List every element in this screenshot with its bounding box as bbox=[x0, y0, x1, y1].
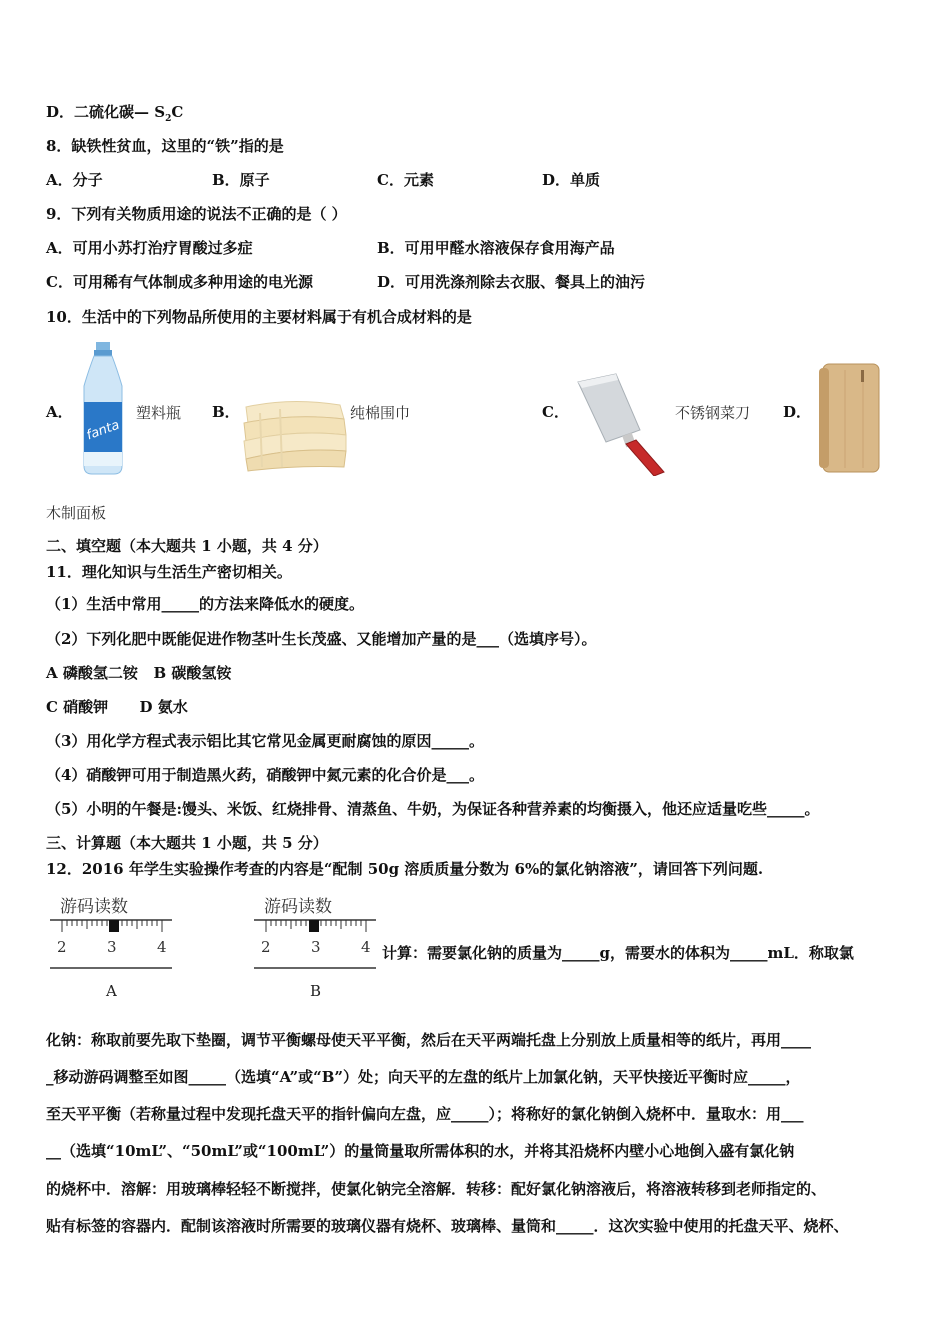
gauge-scale-b bbox=[250, 916, 380, 976]
gauge-label-a: A bbox=[106, 982, 117, 1000]
rider-gauge-a bbox=[46, 892, 186, 1002]
q12-line4: 至天平平衡（若称量过程中发现托盘天平的指针偏向左盘，应_____）；将称好的氯化钠倒入烧杯中．量取水：用___ bbox=[46, 1105, 804, 1123]
q11-options-ab: A 磷酸氢二铵 B 碳酸氢铵 bbox=[46, 664, 232, 682]
rider-marker-a bbox=[109, 920, 119, 932]
q12-line2: 化钠：称取前要先取下垫圈，调节平衡螺母使天平平衡，然后在天平两端托盘上分别放上质量相等的纸片，再用____ bbox=[46, 1031, 812, 1049]
svg-text:2: 2 bbox=[57, 938, 67, 956]
svg-text:3: 3 bbox=[107, 938, 117, 956]
q12-stem: 12．2016 年学生实验操作考查的内容是“配制 50g 溶质质量分数为 6%的氯化钠溶液”，请回答下列问题. bbox=[46, 860, 764, 878]
q8-option-a: A．分子 bbox=[46, 171, 103, 189]
plastic-bottle-image bbox=[76, 342, 130, 476]
q10-letter-c: C． bbox=[542, 403, 569, 421]
section3-heading: 三、计算题（本大题共 1 小题，共 5 分） bbox=[46, 834, 328, 852]
gauge-scale-a bbox=[46, 916, 176, 976]
cotton-scarf-image bbox=[240, 393, 348, 473]
q11-part1: （1）生活中常用_____的方法来降低水的硬度。 bbox=[46, 595, 364, 613]
q11-options-cd: C 硝酸钾 D 氨水 bbox=[46, 698, 188, 716]
wooden-board-image bbox=[815, 360, 885, 476]
q9-option-c: C．可用稀有气体制成多种用途的电光源 bbox=[46, 273, 313, 291]
gauge-title: 游码读数 bbox=[60, 897, 128, 917]
rider-gauge-b bbox=[250, 892, 390, 1002]
q12-line3: _移动游码调整至如图_____（选填“A”或“B”）处；向天平的左盘的纸片上加氯化钠，天平快接近平衡时应_____， bbox=[46, 1068, 801, 1086]
q11-part2: （2）下列化肥中既能促进作物茎叶生长茂盛、又能增加产量的是___（选填序号）。 bbox=[46, 630, 597, 648]
q10-caption-a: 塑料瓶 bbox=[136, 404, 182, 422]
q10-letter-b: B． bbox=[212, 403, 240, 421]
q9-option-a: A．可用小苏打治疗胃酸过多症 bbox=[46, 239, 253, 257]
q11-part4: （4）硝酸钾可用于制造黑火药，硝酸钾中氮元素的化合价是___。 bbox=[46, 766, 484, 784]
kitchen-knife-image bbox=[572, 372, 668, 476]
q12-line7: 贴有标签的容器内．配制该溶液时所需要的玻璃仪器有烧杯、玻璃棒、量筒和_____．这次实验中使用的托盘天平、烧杯、 bbox=[46, 1217, 849, 1235]
q10-letter-a: A． bbox=[46, 403, 73, 421]
svg-text:2: 2 bbox=[261, 938, 271, 956]
q8-option-c: C．元素 bbox=[377, 171, 434, 189]
q10-stem: 10．生活中的下列物品所使用的主要材料属于有机合成材料的是 bbox=[46, 308, 472, 326]
gauge-title: 游码读数 bbox=[264, 897, 332, 917]
q9-option-b: B．可用甲醛水溶液保存食用海产品 bbox=[377, 239, 615, 257]
bottle-brand-label: fanta bbox=[84, 417, 122, 444]
q12-line6: 的烧杯中．溶解：用玻璃棒轻轻不断搅拌，使氯化钠完全溶解．转移：配好氯化钠溶液后，将溶液转移到老师指定的、 bbox=[46, 1180, 827, 1198]
section2-heading: 二、填空题（本大题共 1 小题，共 4 分） bbox=[46, 537, 328, 555]
q11-stem: 11．理化知识与生活生产密切相关。 bbox=[46, 563, 292, 581]
q8-stem: 8．缺铁性贫血，这里的“铁”指的是 bbox=[46, 137, 284, 155]
svg-text:4: 4 bbox=[157, 938, 167, 956]
svg-text:4: 4 bbox=[361, 938, 371, 956]
gauge-label-b: B bbox=[310, 982, 322, 1000]
q12-line5: __（选填“10mL”、“50mL”或“100mL”）的量筒量取所需体积的水，并将其沿烧杯内壁小心地倒入盛有氯化钠 bbox=[46, 1142, 795, 1160]
q10-caption-d: 木制面板 bbox=[46, 504, 107, 522]
q10-caption-b: 纯棉围巾 bbox=[350, 404, 411, 422]
q11-part3: （3）用化学方程式表示铝比其它常见金属更耐腐蚀的原因_____。 bbox=[46, 732, 484, 750]
q9-option-d: D．可用洗涤剂除去衣服、餐具上的油污 bbox=[377, 273, 646, 291]
q8-option-d: D．单质 bbox=[542, 171, 601, 189]
q11-part5: （5）小明的午餐是:馒头、米饭、红烧排骨、清蒸鱼、牛奶，为保证各种营养素的均衡摄入，他还应适量吃些_____。 bbox=[46, 800, 820, 818]
svg-text:3: 3 bbox=[311, 938, 321, 956]
q10-letter-d: D． bbox=[783, 403, 812, 421]
q9-stem: 9．下列有关物质用途的说法不正确的是（ ） bbox=[46, 205, 347, 223]
rider-marker-b bbox=[309, 920, 319, 932]
q12-line1: 计算：需要氯化钠的质量为_____g，需要水的体积为_____mL．称取氯 bbox=[382, 944, 854, 962]
q10-caption-c: 不锈钢菜刀 bbox=[675, 404, 751, 422]
q8-option-b: B．原子 bbox=[212, 171, 270, 189]
q7-option-d: D．二硫化碳— $S_2C$ bbox=[46, 103, 184, 124]
